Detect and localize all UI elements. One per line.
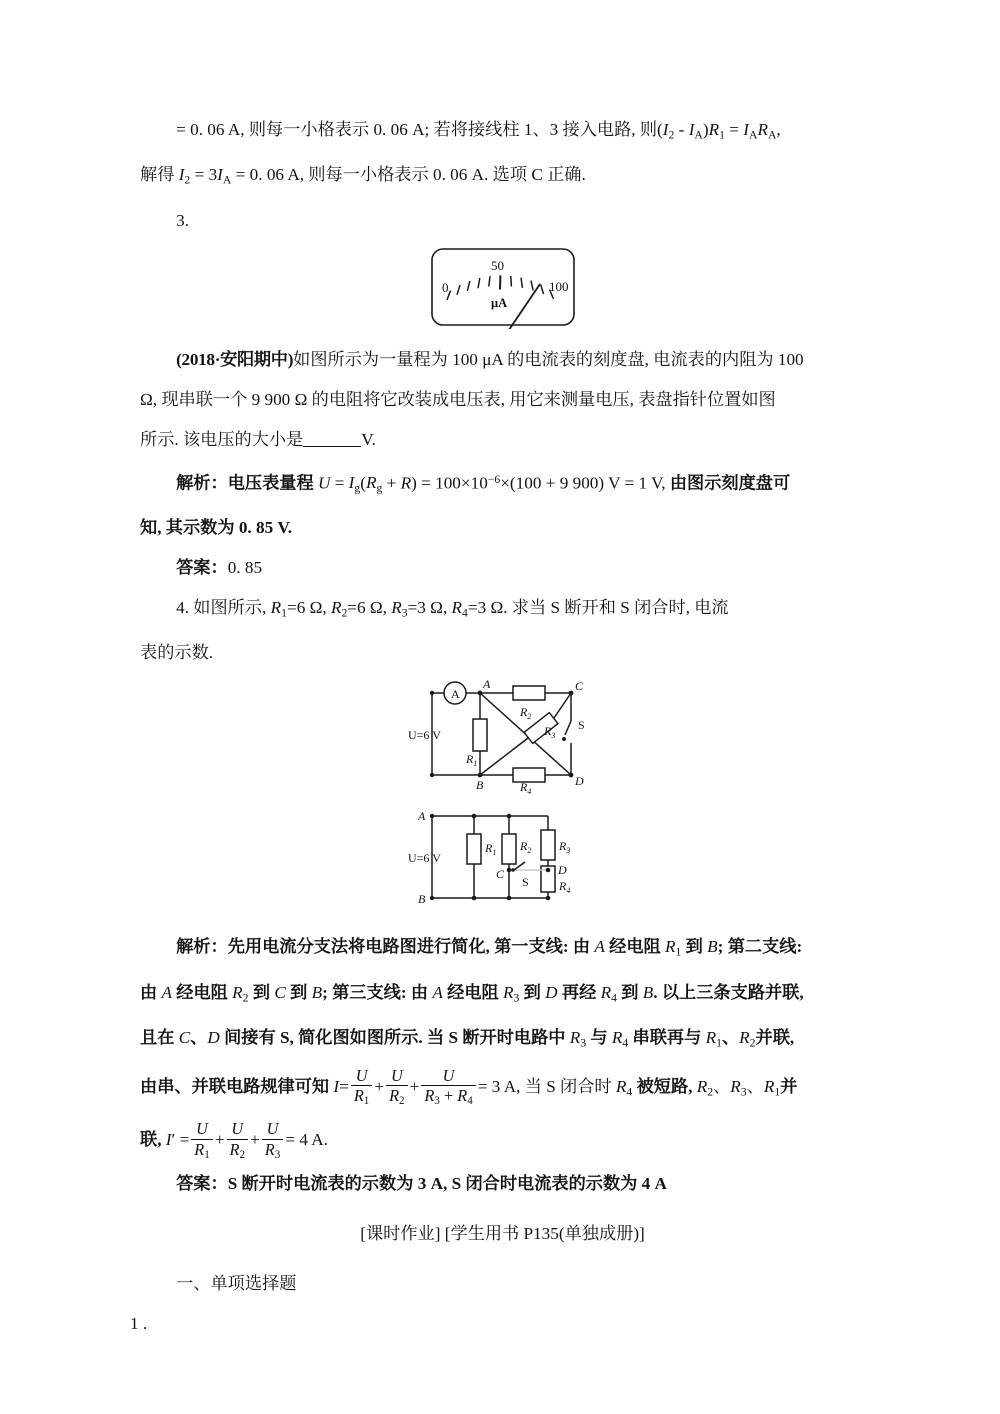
math-I-prime: I <box>165 1130 172 1150</box>
node-B-ref-2: B <box>311 982 323 1002</box>
math-IA-2: $I_A$ <box>743 120 758 142</box>
resistor-label-R4-simpl: $R_4$ <box>558 879 570 896</box>
meter-unit-label: μA <box>490 295 507 310</box>
source-label-bridge: U=6 V <box>407 728 441 743</box>
q3-sol-h: 知, 其示数为 0. 85 V. <box>140 518 292 538</box>
cont-line2-label: 解得 <box>140 165 175 185</box>
q4-sol-4b: = <box>339 1077 349 1097</box>
math-R3-ref2: $R_3$ <box>503 982 520 1004</box>
q4-sol-5a: 联, <box>140 1130 166 1150</box>
q4-R1-value: =6 Ω <box>287 598 323 618</box>
node-C-ref-3: C <box>178 1027 191 1047</box>
question-4-solution-line3 <box>140 1018 865 1063</box>
math-U: U <box>317 472 331 492</box>
question-4-solution-line2 <box>140 973 865 1018</box>
fraction-U-over-R2-b: $\frac{U}{R_2}$ <box>227 1120 249 1161</box>
q3-sol-g: 由图示刻度盘可 <box>669 472 791 492</box>
q4-sol-1d: ; 第二支线: <box>717 937 803 957</box>
microammeter-scale-dial <box>423 245 583 329</box>
q4-sol-3g: 并联, <box>755 1027 795 1047</box>
math-R2-ref4: $R_2$ <box>696 1077 714 1099</box>
fraction-U-over-R2: $\frac{U}{R_2}$ <box>386 1067 408 1108</box>
cont-text-c: . 06 A; 若将接线柱 1、3 接入电路, 则( <box>382 120 663 139</box>
node-label-D: D <box>574 774 584 789</box>
node-label-A: A <box>482 677 490 692</box>
section-heading-single-choice: 一、单项选择题 <box>176 1274 297 1294</box>
q4-text-2: 表的示数. <box>140 643 214 663</box>
q4-sol-2g: . 以上三条支路并联, <box>653 982 804 1002</box>
question-3-source: (2018·安阳期中) <box>176 349 294 369</box>
fraction-U-over-R3-plus-R4: $\frac{U}{R_3 + R_4}$ <box>421 1067 475 1108</box>
node-A-ref-3: A <box>432 982 443 1002</box>
q4-sol-2c3: 到 <box>616 982 643 1002</box>
q4-sol-1c: 到 <box>681 937 708 957</box>
cont-text-e: = <box>729 120 739 139</box>
continuation-paragraph-line2: 解得 $I_2 = 3I_A = 0$. 06 A, 则每一小格表示 0. 06 A. 选项 C 正确. <box>140 165 586 187</box>
question-3-number: 3. <box>176 210 189 230</box>
math-R4-ref4: $R_4$ <box>615 1077 633 1099</box>
q4-sol-2c2: 到 <box>519 982 546 1002</box>
question-3-text-2: Ω, 现串联一个 9 900 Ω 的电阻将它改装成电压表, 用它来测量电压, 表盘指针位置如图 <box>140 389 776 409</box>
q4-sol-3d: 与 <box>586 1027 612 1047</box>
question-4-statement-line2 <box>140 633 865 673</box>
fraction-U-over-R3-b: $\frac{U}{R_3}$ <box>262 1120 284 1161</box>
q4-sol-2c: 到 <box>248 982 275 1002</box>
q4-sol-4a: 由串、并联电路规律可知 <box>140 1077 334 1097</box>
q4-R2-value: =6 Ω <box>347 598 383 618</box>
q4-sol-5b: ′ = <box>171 1130 190 1150</box>
q4-sol-4d: 被短路, <box>632 1077 697 1097</box>
q4-sol-2d: 到 <box>285 982 312 1002</box>
bridge-circuit-diagram <box>408 673 598 795</box>
node-label-A-simpl: A <box>417 809 425 824</box>
node-label-C-simpl: C <box>495 867 504 882</box>
node-A-ref-1: A <box>594 937 605 957</box>
answer-value-4: S 断开时电流表的示数为 3 A, S 闭合时电流表的示数为 4 A <box>227 1174 667 1194</box>
cont-text-b: . 06 A, 则每一小格表示 0 <box>198 120 383 139</box>
math-IA-3: $I_A$ <box>217 165 232 187</box>
question-3-statement-line2 <box>140 380 865 420</box>
math-exponent-neg6: −6 <box>487 472 501 486</box>
math-I-current: I <box>333 1077 340 1097</box>
question-3-answer-blank <box>303 446 361 447</box>
math-R1-q4: $R_1$ <box>270 598 287 620</box>
question-3-text-1: 如图所示为一量程为 100 μA 的电流表的刻度盘, 电流表的内阻为 100 <box>293 349 804 369</box>
node-D-ref-2: D <box>545 982 558 1002</box>
math-I2-3: $I_2$ <box>178 165 191 187</box>
bridge-circuit-container <box>140 673 865 800</box>
question-3-solution-line1 <box>140 460 865 509</box>
meter-figure-container <box>140 245 865 334</box>
resistor-label-R3: $R_3$ <box>543 724 555 741</box>
q3-sol-f: ×(100 + 9 900) V = 1 V, <box>500 472 670 492</box>
q4-text-post: . 求当 S 断开和 S 闭合时, 电流 <box>503 598 729 618</box>
q3-sol-c: ( <box>360 472 366 492</box>
answer-label-4: 答案： <box>176 1174 228 1194</box>
q4-sol-4c: = 3 A, 当 S 闭合时 <box>477 1077 616 1097</box>
math-coef-3: 3 <box>208 165 218 185</box>
math-Ig: $I_g$ <box>348 472 361 495</box>
node-B-ref-3: B <box>642 982 654 1002</box>
math-R: R <box>400 472 412 492</box>
q4-sol-4e: 、 <box>713 1077 731 1097</box>
cont-line2-tail: = 0. 06 A, 则每一小格表示 0. 06 A. 选项 C 正确. <box>235 165 586 185</box>
page-body-column <box>130 0 865 1344</box>
answer-value-3: 0. 85 <box>227 558 263 578</box>
node-label-B: B <box>475 778 483 793</box>
q4-sol-1b: 经电阻 <box>604 937 666 957</box>
q4-sol-3f: 、 <box>721 1027 740 1047</box>
math-R2-ref2: $R_2$ <box>232 982 249 1004</box>
q4-sol-3c: 间接有 S, 简化图如图所示. 当 S 断开时电路中 <box>219 1027 570 1047</box>
solution-label-3: 解析： <box>176 472 228 492</box>
question-3-solution-line2 <box>140 508 865 548</box>
q3-sol-a: 电压表量程 <box>227 472 314 492</box>
cont-text-a: = 0 <box>176 120 199 139</box>
q4-sol-3e: 串联再与 <box>628 1027 706 1047</box>
continuation-paragraph-line1: = 0. 06 A, 则每一小格表示 0. 06 A; 若将接线柱 1、3 接入电路, 则$(I_2 - I_A)R_1 = I_AR_A$, <box>176 120 781 142</box>
resistor-label-R3-simpl: $R_3$ <box>558 839 570 856</box>
question-4-solution-line1 <box>140 927 865 972</box>
math-R3-ref3: $R_3$ <box>569 1027 587 1050</box>
math-R1-ref1: $R_1$ <box>665 937 682 959</box>
q4-sol-2e: ; 第三支线: 由 <box>322 982 433 1002</box>
q3-sol-b: = <box>334 472 345 492</box>
resistor-label-R2: $R_2$ <box>519 705 531 722</box>
simplified-circuit-container <box>140 802 865 919</box>
node-label-B-simpl: B <box>417 892 425 907</box>
cont-text-d: ) <box>702 120 709 139</box>
q4-sol-2f: 再经 <box>557 982 601 1002</box>
math-R1-ref3: $R_1$ <box>705 1027 722 1050</box>
fraction-U-over-R1: $\frac{U}{R_1}$ <box>351 1067 373 1108</box>
resistor-label-R2-simpl: $R_2$ <box>519 839 531 856</box>
question-4-statement-line1: 4. 如图所示, $R_1=6$ Ω, $R_2=6$ Ω, $R_3=3$ Ω, $R_4=3$ Ω. 求当 S 断开和 S 闭合时, 电流 <box>176 598 729 620</box>
meter-tick-label-min: 0 <box>441 279 448 295</box>
ammeter-label: A <box>450 687 460 702</box>
q4-text-pre: 4. 如图所示, <box>176 598 271 618</box>
math-R3-ref4: $R_3$ <box>730 1077 747 1099</box>
math-R4-ref2: $R_4$ <box>600 982 617 1004</box>
math-I2: $I_2$ <box>662 120 675 142</box>
q3-sol-e: ) = 100×10 <box>411 472 488 492</box>
math-R2-q4: $R_2$ <box>330 598 348 620</box>
resistor-label-R1: $R_1$ <box>465 752 477 769</box>
q4-R3-value: =3 Ω <box>407 598 443 618</box>
switch-label-simpl: S <box>521 875 529 890</box>
math-R1: $R_1$ <box>708 120 725 142</box>
source-label-simpl: U=6 V <box>407 851 441 866</box>
math-R4-q4: $R_4$ <box>451 598 468 620</box>
q4-sol-3a: 且在 <box>140 1027 179 1047</box>
node-C-ref-2: C <box>274 982 286 1002</box>
question-3-answer <box>140 548 865 588</box>
q4-sol-4f: 、 <box>746 1077 764 1097</box>
resistor-label-R4: $R_4$ <box>519 780 531 796</box>
math-R1-ref4: $R_1$ <box>763 1077 781 1099</box>
q4-sol-1a: 先用电流分支法将电路图进行简化, 第一支线: 由 <box>227 937 595 957</box>
meter-tick-label-max: 100 <box>548 278 568 294</box>
node-D-ref-3: D <box>207 1027 220 1047</box>
homework-section-tag: [课时作业] [学生用书 P135(单独成册)] <box>360 1224 645 1244</box>
node-label-C: C <box>574 679 583 694</box>
question-4-solution-line4: 由串、并联电路规律可知 I= $\frac{U}{R_1}$ + $\frac{U}{R_2}$ + $\frac{U}{R_3 + R_4}$ = 3 A, 当 S 闭合时 $R_4$ 被短路, $R_2$、$R_3$、$R_1$并 <box>140 1065 798 1108</box>
question-3-text-3-unit: V. <box>361 429 376 449</box>
resistor-label-R1-simpl: $R_1$ <box>484 841 496 858</box>
simplified-parallel-circuit-diagram <box>408 802 598 914</box>
node-B-ref-1: B <box>707 937 718 957</box>
math-RA: $R_A$ <box>757 120 777 142</box>
math-Rg: $R_g$ <box>365 472 383 495</box>
math-R2-ref3: $R_2$ <box>739 1027 756 1050</box>
q4-sol-2b: 经电阻 <box>172 982 233 1002</box>
q4-sol-4g: 并 <box>780 1077 798 1097</box>
q3-sol-d: + <box>386 472 397 492</box>
q4-sol-2b2: 经电阻 <box>442 982 504 1002</box>
node-A-ref-2: A <box>161 982 172 1002</box>
q4-sol-3b: 、 <box>190 1027 208 1047</box>
fraction-U-over-R1-b: $\frac{U}{R_1}$ <box>191 1120 213 1161</box>
question-3-text-3: 所示. 该电压的大小是 <box>140 429 304 449</box>
solution-label-4: 解析： <box>176 937 228 957</box>
question-4-answer <box>140 1164 865 1204</box>
switch-label-bridge: S <box>577 718 585 733</box>
q4-R4-value: =3 Ω <box>467 598 504 618</box>
question-3-statement <box>140 340 865 380</box>
math-R3-q4: $R_3$ <box>391 598 408 620</box>
next-question-number: 1 . <box>130 1314 148 1334</box>
meter-tick-label-mid: 50 <box>490 257 504 273</box>
q4-sol-2a: 由 <box>140 982 162 1002</box>
question-4-solution-line5: 联, I′ = $\frac{U}{R_1}$ + $\frac{U}{R_2}$ + $\frac{U}{R_3}$ = 4 A. <box>140 1119 328 1161</box>
question-3-statement-line3 <box>140 420 865 460</box>
math-IA: $I_A$ <box>688 120 703 142</box>
answer-label-3: 答案： <box>176 558 228 578</box>
math-R4-ref3: $R_4$ <box>611 1027 629 1050</box>
node-label-D-simpl: D <box>557 863 567 878</box>
q4-sol-5c: = 4 A. <box>285 1130 328 1150</box>
